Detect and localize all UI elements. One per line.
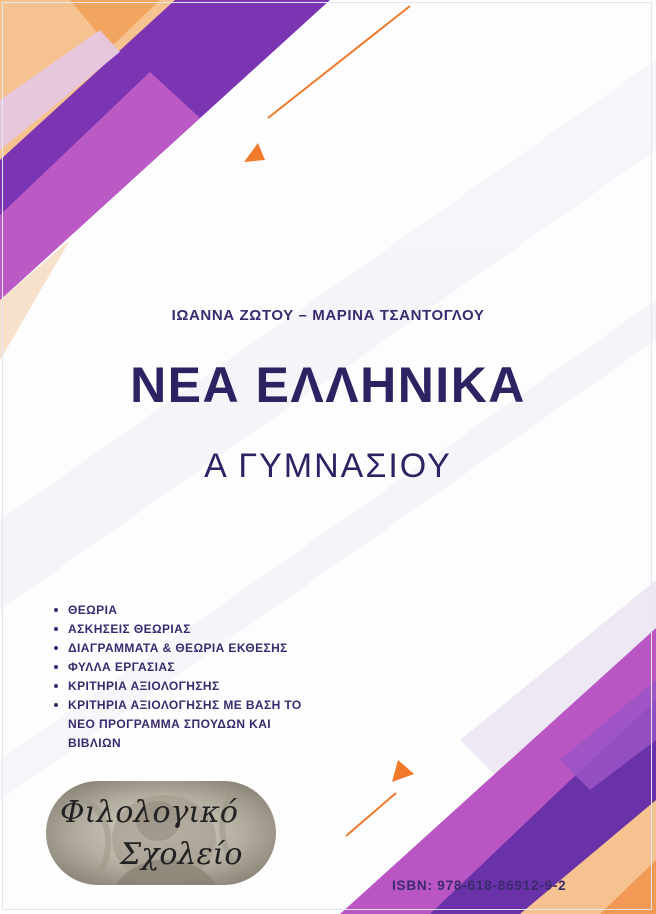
authors: ΙΩΑΝΝΑ ΖΩΤΟΥ – ΜΑΡΙΝΑ ΤΣΑΝΤΟΓΛΟΥ [171, 307, 485, 324]
publisher-logo [46, 781, 276, 885]
list-item: ΚΡΙΤΗΡΙΑ ΑΞΙΟΛΟΓΗΣΗΣ [50, 677, 380, 696]
list-item: ΔΙΑΓΡΑΜΜΑΤΑ & ΘΕΩΡΙΑ ΕΚΘΕΣΗΣ [50, 639, 380, 658]
isbn: ISBN: 978-618-86912-9-2 [392, 878, 567, 893]
bottom-right-orange-line [346, 793, 396, 836]
top-left-orange-triangle [244, 143, 265, 162]
list-item-continuation: ΒΙΒΛΙΩΝ [68, 736, 122, 750]
logo-text-line1: Φιλολογικό [60, 795, 238, 830]
book-title: ΝΕΑ ΕΛΛΗΝΙΚΑ [130, 357, 526, 413]
list-item: ΦΥΛΛΑ ΕΡΓΑΣΙΑΣ [50, 658, 380, 677]
contents-list [50, 601, 380, 753]
list-item-continuation: ΝΕΟ ΠΡΟΓΡΑΜΜΑ ΣΠΟΥΔΩΝ ΚΑΙ [68, 717, 272, 731]
logo-text-line2: Σχολείο [120, 837, 243, 872]
bottom-right-orange-triangle [392, 760, 414, 782]
list-item: ΚΡΙΤΗΡΙΑ ΑΞΙΟΛΟΓΗΣΗΣ ΜΕ ΒΑΣΗ ΤΟ [50, 696, 380, 715]
list-item: ΘΕΩΡΙΑ [50, 601, 380, 620]
list-item: ΑΣΚΗΣΕΙΣ ΘΕΩΡΙΑΣ [50, 620, 380, 639]
book-subtitle: Α ΓΥΜΝΑΣΙΟΥ [204, 447, 452, 485]
